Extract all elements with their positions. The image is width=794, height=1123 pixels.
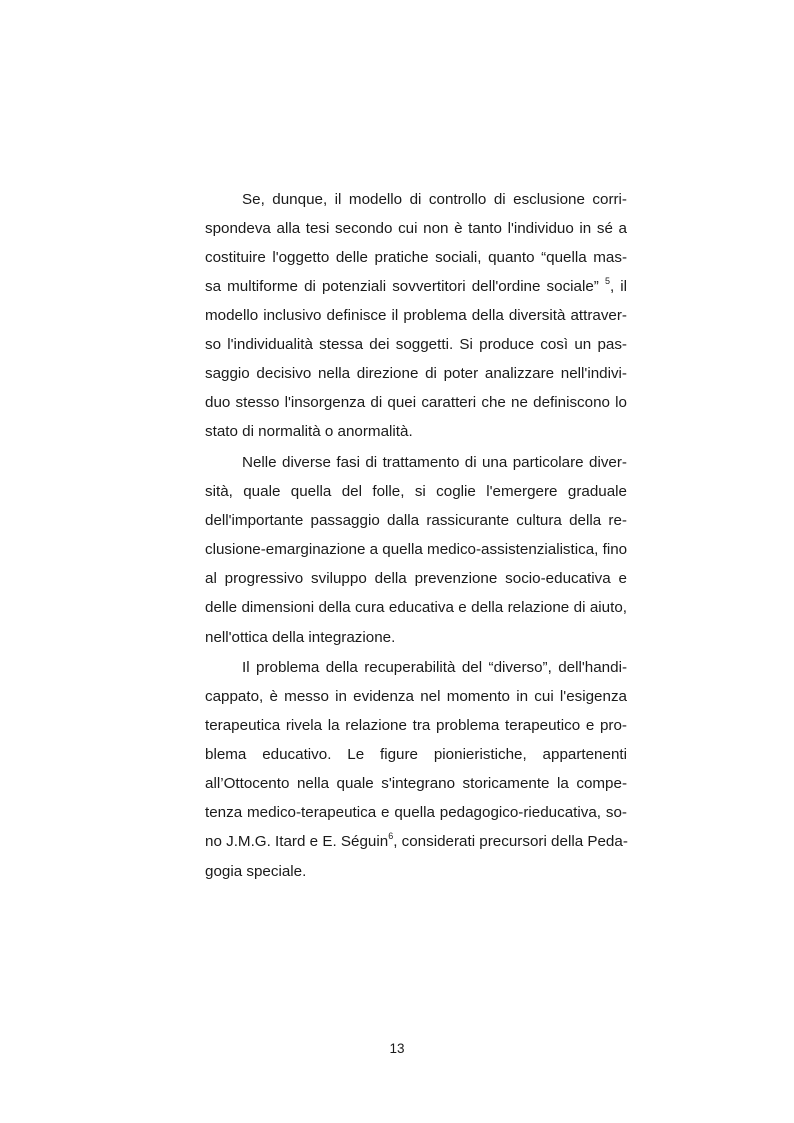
text-line: duo stesso l'insorgenza di quei caratteri che ne definiscono lo bbox=[205, 394, 627, 411]
text-line: tenza medico-terapeutica e quella pedagogico-rieducativa, so- bbox=[205, 804, 627, 821]
text-line: gogia speciale. bbox=[205, 863, 307, 880]
text-line: costituire l'oggetto delle pratiche sociali, quanto “quella mas- bbox=[205, 249, 627, 266]
text-line: blema educativo. Le figure pionieristiche, appartenenti bbox=[205, 746, 627, 763]
text-line: clusione-emarginazione a quella medico-assistenzialistica, fino bbox=[205, 541, 628, 558]
text-line: nell'ottica della integrazione. bbox=[205, 629, 396, 646]
text-line: Il problema della recuperabilità del “diverso”, dell'handi- bbox=[242, 659, 627, 676]
footnote-reference[interactable]: 6 bbox=[388, 830, 394, 841]
text-line: cappato, è messo in evidenza nel momento in cui l'esigenza bbox=[205, 688, 627, 705]
text-line: al progressivo sviluppo della prevenzione socio-educativa e bbox=[205, 570, 627, 587]
text-segment: no J.M.G. Itard e E. Séguin bbox=[205, 833, 389, 850]
text-line: dell'importante passaggio dalla rassicurante cultura della re- bbox=[205, 512, 627, 529]
footnote-reference[interactable]: 5 bbox=[604, 275, 610, 286]
text-line: all’Ottocento nella quale s'integrano storicamente la compe- bbox=[205, 775, 627, 792]
page-number: 13 bbox=[389, 1041, 405, 1056]
text-line: spondeva alla tesi secondo cui non è tanto l'individuo in sé a bbox=[205, 220, 627, 237]
text-line: sità, quale quella del folle, si coglie l'emergere graduale bbox=[205, 483, 627, 500]
text-line: terapeutica rivela la relazione tra problema terapeutico e pro- bbox=[205, 717, 627, 734]
text-line bbox=[205, 831, 627, 853]
text-line: modello inclusivo definisce il problema della diversità attraver- bbox=[205, 307, 627, 324]
text-segment: , considerati precursori della Peda- bbox=[393, 833, 628, 850]
text-line bbox=[205, 276, 627, 298]
text-line: stato di normalità o anormalità. bbox=[205, 423, 413, 440]
text-line: so l'individualità stessa dei soggetti. Si produce così un pas- bbox=[205, 336, 627, 353]
text-line: delle dimensioni della cura educativa e della relazione di aiuto, bbox=[205, 599, 627, 616]
text-segment: sa multiforme di potenziali sovvertitori dell'ordine sociale” bbox=[205, 278, 605, 295]
text-line: Nelle diverse fasi di trattamento di una particolare diver- bbox=[242, 454, 627, 471]
text-segment: , il bbox=[609, 278, 627, 295]
text-line: saggio decisivo nella direzione di poter analizzare nell'indivi- bbox=[205, 365, 627, 382]
text-line: Se, dunque, il modello di controllo di esclusione corri- bbox=[242, 191, 627, 208]
